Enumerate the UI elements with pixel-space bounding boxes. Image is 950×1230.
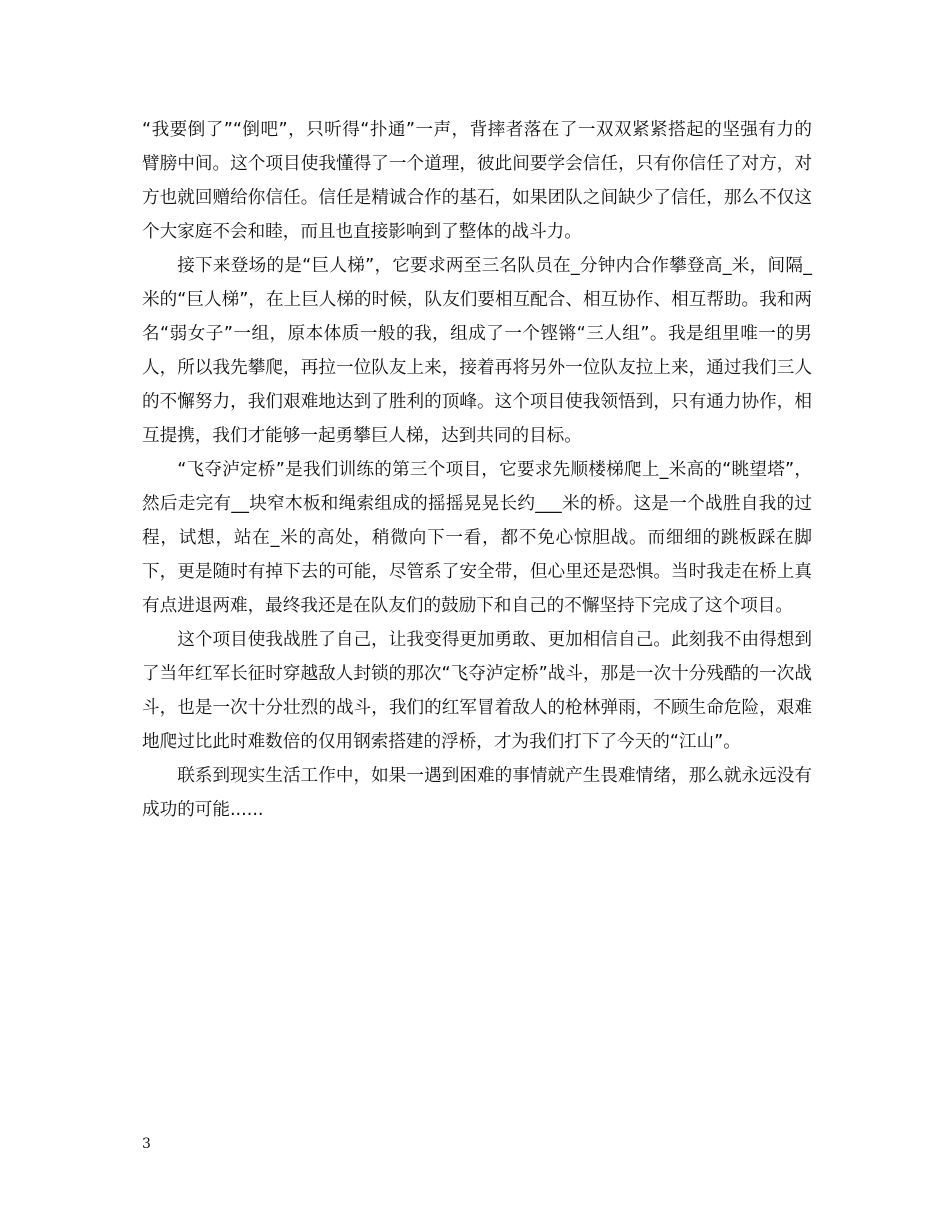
body-text [142,113,812,827]
paragraph-conclusion: 联系到现实生活工作中，如果一遇到困难的事情就产生畏难情绪，那么就永远没有成功的可能...... [142,766,812,820]
page-number: 3 [142,1136,151,1152]
paragraph-giant-ladder: 接下来登场的是“巨人梯”，它要求两至三名队员在_分钟内合作攀登高_米，间隔_米的“巨人梯”，在上巨人梯的时候，队友们要相互配合、相互协作、相互帮助。我和两名“弱女子”一组，原本体质一般的我，组成了一个铿锵“三人组”。我是组里唯一的男人，所以我先攀爬，再拉一位队友上来，接着再将另外一位队友拉上来，通过我们三人的不懈努力，我们艰难地达到了胜利的顶峰。这个项目使我领悟到，只有通力协作，相互提携，我们才能够一起勇攀巨人梯，达到共同的目标。 [142,256,812,446]
paragraph-luding-bridge: “飞夺泸定桥”是我们训练的第三个项目，它要求先顺楼梯爬上_米高的“眺望塔”，然后走完有__块窄木板和绳索组成的摇摇晃晃长约___米的桥。这是一个战胜自我的过程，试想，站在_米的高处，稍微向下一看，都不免心惊胆战。而细细的跳板踩在脚下，更是随时有掉下去的可能，尽管系了安全带，但心里还是恐惧。当时我走在桥上真有点进退两难，最终我还是在队友们的鼓励下和自己的不懈坚持下完成了这个项目。 [142,460,812,616]
paragraph-reflection: 这个项目使我战胜了自己，让我变得更加勇敢、更加相信自己。此刻我不由得想到了当年红军长征时穿越敌人封锁的那次“飞夺泸定桥”战斗，那是一次十分残酷的一次战斗，也是一次十分壮烈的战斗，我们的红军冒着敌人的枪林弹雨，不顾生命危险，艰难地爬过比此时难数倍的仅用钢索搭建的浮桥，才为我们打下了今天的“江山”。 [142,630,812,752]
paragraph-trust-fall: “我要倒了”“倒吧”，只听得“扑通”一声，背摔者落在了一双双紧紧搭起的坚强有力的臂膀中间。这个项目使我懂得了一个道理，彼此间要学会信任，只有你信任了对方，对方也就回赠给你信任。信任是精诚合作的基石，如果团队之间缺少了信任，那么不仅这个大家庭不会和睦，而且也直接影响到了整体的战斗力。 [142,120,812,242]
